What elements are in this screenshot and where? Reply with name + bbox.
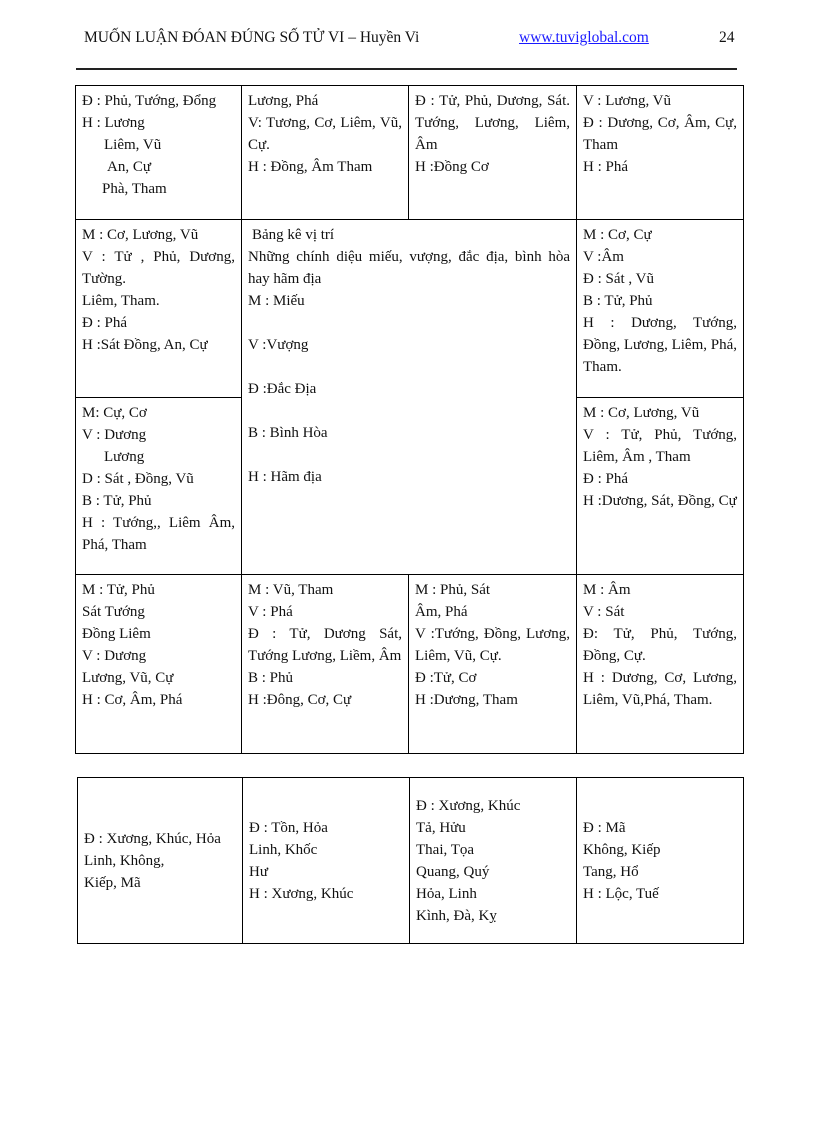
secondary-cell-2 <box>243 778 410 944</box>
cell-line: Tang, Hổ <box>583 863 639 880</box>
cell-line: H :Sát Đồng, An, Cự <box>82 337 208 353</box>
legend-item-ham-dia: H : Hãm địa <box>248 469 322 485</box>
legend-item-binh-hoa: B : Bình Hòa <box>248 425 328 441</box>
cell-line: V: Tương, Cơ, Liêm, Vũ, Cự. <box>248 115 402 153</box>
secondary-stars-table <box>77 777 744 944</box>
cell-line: Đ : Tử, Dương Sát, Tướng Lương, Liềm, Âm <box>248 626 402 664</box>
grid-cell-r4c1 <box>76 575 242 754</box>
legend-item-dac-dia: Đ :Đắc Địa <box>248 381 317 397</box>
cell-line: Linh, Khốc <box>249 841 318 858</box>
cell-line: H : Dương, Tướng, Đồng, Lương, Liêm, Phá, Tham. <box>583 315 737 375</box>
grid-cell-r4c3 <box>409 575 577 754</box>
cell-line: Đ: Tử, Phủ, Tướng, Đồng, Cự. <box>583 626 737 664</box>
cell-line: Đ : Phá <box>583 471 628 487</box>
cell-line: Đ : Mã <box>583 819 626 836</box>
cell-line: H : Đồng, Âm Tham <box>248 159 373 175</box>
cell-line: Hỏa, Linh <box>416 885 477 902</box>
cell-line: Đ : Sát , Vũ <box>583 271 654 287</box>
legend-item-mieu: M : Miếu <box>248 293 305 309</box>
cell-line: H : Tướng,, Liêm Âm, Phá, Tham <box>82 515 235 553</box>
cell-line: V :Tướng, Đồng, Lương, Liêm, Vũ, Cự. <box>415 626 570 664</box>
grid-cell-r2c4 <box>577 220 744 398</box>
grid-center-legend <box>242 220 577 575</box>
secondary-cell-3 <box>410 778 577 944</box>
cell-line: M: Cự, Cơ <box>82 405 147 421</box>
grid-cell-r1c4 <box>577 86 744 220</box>
grid-cell-r1c2 <box>242 86 409 220</box>
running-header-title: MUỐN LUẬN ĐÓAN ĐÚNG SỐ TỬ VI – Huyền Vi <box>84 29 420 46</box>
cell-line: Sát Tướng <box>82 604 145 620</box>
cell-line: Lương <box>104 449 145 465</box>
cell-line: Lương, Vũ, Cự <box>82 670 174 686</box>
cell-line: H :Dương, Tham <box>415 692 518 708</box>
grid-cell-r3c4 <box>577 398 744 575</box>
cell-line: D : Sát , Đồng, Vũ <box>82 471 194 487</box>
grid-cell-r1c3 <box>409 86 577 220</box>
cell-line: H :Đông, Cơ, Cự <box>248 692 352 708</box>
cell-line: Liêm, Vũ <box>104 137 162 153</box>
page-number: 24 <box>719 29 735 46</box>
legend-item-vuong: V :Vượng <box>248 337 309 353</box>
cell-line: Đồng Liêm <box>82 626 151 642</box>
cell-line: H : Xương, Khúc <box>249 885 354 902</box>
cell-line: H :Dương, Sát, Đồng, Cự <box>583 493 737 509</box>
palace-grid-table <box>75 85 744 754</box>
cell-line: H : Phá <box>583 159 628 175</box>
cell-line: M : Phủ, Sát <box>415 582 491 598</box>
cell-line: H : Dương, Cơ, Lương, Liêm, Vũ,Phá, Tham. <box>583 670 737 708</box>
cell-line: H : Lương <box>82 115 145 131</box>
cell-line: B : Phủ <box>248 670 294 686</box>
cell-line: M : Cơ, Lương, Vũ <box>583 405 700 421</box>
cell-line: An, Cự <box>107 159 151 175</box>
cell-line: Đ : Xương, Khúc <box>416 797 521 814</box>
cell-line: M : Vũ, Tham <box>248 582 334 598</box>
cell-line: Hư <box>249 863 268 880</box>
cell-line: Lương, Phá <box>248 93 319 109</box>
cell-line: V : Tử , Phủ, Dương, Tường. <box>82 249 235 287</box>
cell-line: V : Tử, Phủ, Tướng, Liêm, Âm , Tham <box>583 427 737 465</box>
cell-line: M : Cơ, Cự <box>583 227 652 243</box>
cell-line: Đ : Phá <box>82 315 127 331</box>
website-link[interactable]: www.tuviglobal.com <box>519 29 649 46</box>
cell-line: H : Lộc, Tuế <box>583 885 659 902</box>
cell-line: Thai, Tọa <box>416 841 475 858</box>
cell-line: V : Dương <box>82 648 147 664</box>
cell-line: Tả, Hửu <box>416 819 466 836</box>
cell-line: M : Âm <box>583 582 631 598</box>
grid-cell-r4c4 <box>577 575 744 754</box>
cell-line: Đ : Tồn, Hỏa <box>249 819 328 836</box>
cell-line: Kiếp, Mã <box>84 874 141 891</box>
grid-cell-r2c1 <box>76 220 242 398</box>
grid-cell-r3c1 <box>76 398 242 575</box>
cell-line: B : Tử, Phủ <box>583 293 653 309</box>
cell-line: Đ : Dương, Cơ, Âm, Cự, Tham <box>583 115 737 153</box>
secondary-cell-4 <box>577 778 744 944</box>
cell-line: Không, Kiếp <box>583 841 661 858</box>
cell-line: M : Tử, Phủ <box>82 582 155 598</box>
cell-line: M : Cơ, Lương, Vũ <box>82 227 199 243</box>
cell-line: Đ :Tử, Cơ <box>415 670 477 686</box>
cell-line: B : Tử, Phủ <box>82 493 152 509</box>
cell-line: Phà, Tham <box>102 181 167 197</box>
legend-title: Bảng kê vị trí <box>252 227 335 243</box>
cell-line: Liêm, Tham. <box>82 293 160 309</box>
cell-line: Linh, Không, <box>84 852 165 869</box>
cell-line: V : Phá <box>248 604 293 620</box>
cell-line: H :Đồng Cơ <box>415 159 489 175</box>
cell-line: Đ : Tử, Phủ, Dương, Sát. Tướng, Lương, Liêm, Âm <box>415 93 570 153</box>
secondary-cell-1 <box>78 778 243 944</box>
cell-line: V : Lương, Vũ <box>583 93 672 109</box>
cell-line: H : Cơ, Âm, Phá <box>82 692 183 708</box>
cell-line: Âm, Phá <box>415 604 468 620</box>
cell-line: V : Dương <box>82 427 147 443</box>
grid-cell-r1c1 <box>76 86 242 220</box>
cell-line: Quang, Quý <box>416 863 490 880</box>
cell-line: V : Sát <box>583 604 625 620</box>
cell-line: V :Âm <box>583 249 624 265</box>
header-rule <box>76 68 737 70</box>
legend-description: Những chính diệu miếu, vượng, đắc địa, bình hòa hay hãm địa <box>248 249 570 287</box>
cell-line: Đ : Xương, Khúc, Hỏa <box>84 830 221 847</box>
grid-cell-r4c2 <box>242 575 409 754</box>
cell-line: Đ : Phủ, Tướng, Đổng <box>82 93 217 109</box>
cell-line: Kình, Đà, Kỵ <box>416 907 497 924</box>
